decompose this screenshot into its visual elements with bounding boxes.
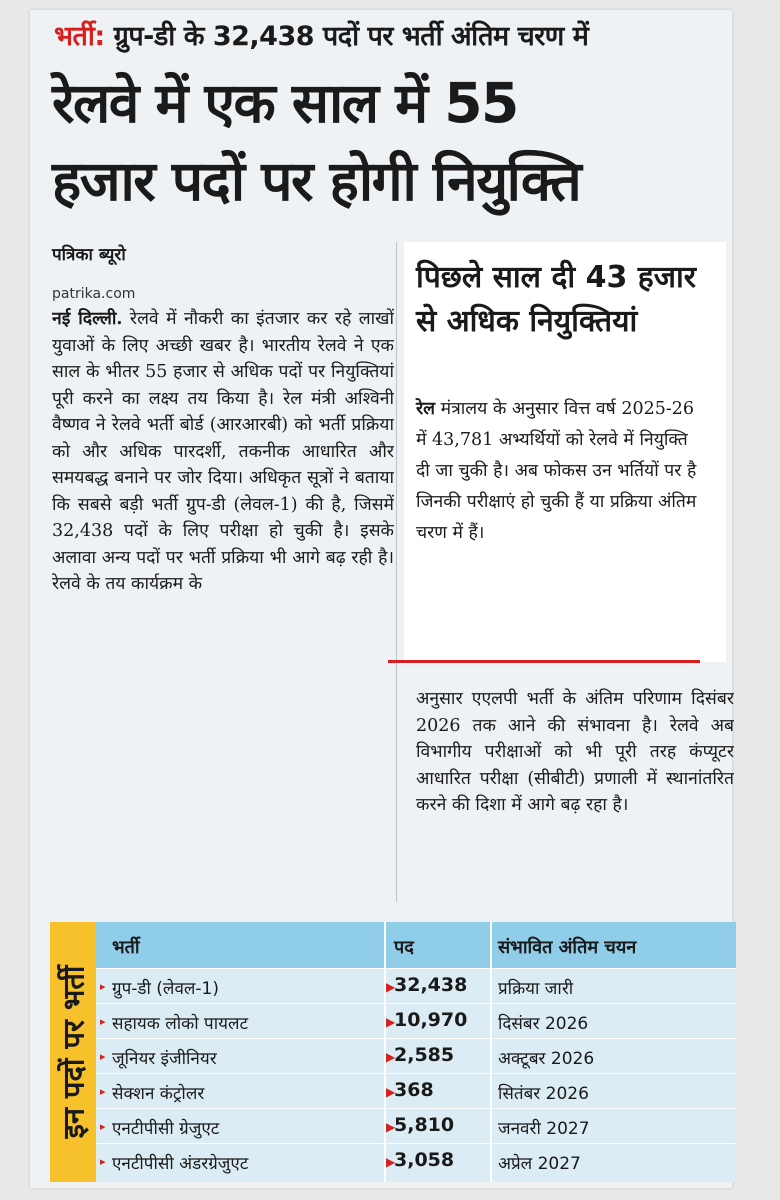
- row-selection: दिसंबर 2026: [498, 1014, 589, 1034]
- row-selection: अक्टूबर 2026: [498, 1049, 595, 1069]
- header-final-selection: संभावित अंतिम चयन: [498, 937, 637, 958]
- newspaper-clipping: [30, 10, 732, 1188]
- kicker-tag: भर्ती: [54, 21, 95, 52]
- row-posts: 32,438: [394, 974, 468, 996]
- row-posts: 10,970: [394, 1009, 468, 1031]
- article-left-text: रेलवे में नौकरी का इंतजार कर रहे लाखों युवाओं के लिए अच्छी खबर है। भारतीय रेलवे ने एक साल के भीतर 55 हजार से अधिक पदों पर नियुक्तियां पूरी करने का लक्ष्य तय किया है। रेल मंत्री अश्विनी वैष्णव ने रेलवे भर्ती बोर्ड (आरआरबी) को भर्ती प्रक्रिया को और अधिक पारदर्शी, तकनीक आधारित और समयबद्ध बनाने पर जोर दिया। अधिकृत सूत्रों ने बताया कि सबसे बड़ी भर्ती ग्रुप-डी (लेवल-1) की है, जिसमें 32,438 पदों के लिए परीक्षा हो चुकी है। इसके अलावा अन्य पदों पर भर्ती प्रक्रिया भी आगे बढ़ रही है। रेलवे के तय कार्यक्रम के: [52, 309, 394, 594]
- arrow-icon: ▶: [386, 1050, 396, 1064]
- sidebar-underline: [388, 660, 700, 663]
- table-row: [96, 1003, 736, 1039]
- header-posts: पद: [394, 937, 414, 958]
- dateline: नई दिल्ली.: [52, 309, 123, 329]
- byline: पत्रिका ब्यूरो: [52, 245, 126, 265]
- row-posts: 3,058: [394, 1149, 455, 1171]
- row-posts: 2,585: [394, 1044, 455, 1066]
- kicker-colon: :: [94, 21, 105, 52]
- row-posts: 5,810: [394, 1114, 455, 1136]
- table-row: [96, 1073, 736, 1109]
- row-name: एनटीपीसी ग्रेजुएट: [112, 1119, 220, 1139]
- bullet-icon: ▸: [100, 1120, 106, 1133]
- table-row: [96, 1038, 736, 1074]
- headline-line-1: रेलवे में एक साल में 55: [52, 71, 518, 135]
- table-side-label: [50, 922, 96, 1182]
- bullet-icon: ▸: [100, 1015, 106, 1028]
- table-row: [96, 1143, 736, 1179]
- row-selection: अप्रेल 2027: [498, 1154, 581, 1174]
- arrow-icon: ▶: [386, 1085, 396, 1099]
- column-divider: [396, 242, 397, 902]
- sidebar-box: [404, 242, 726, 662]
- sidebar-text: मंत्रालय के अनुसार वित्त वर्ष 2025-26 में 43,781 अभ्यर्थियों को रेलवे में नियुक्ति दी जा चुकी है। अब फोकस उन भर्तियों पर है जिनकी परीक्षाएं हो चुकी हैं या प्रक्रिया अंतिम चरण में हैं।: [416, 399, 697, 543]
- arrow-icon: ▶: [386, 980, 396, 994]
- row-name: सहायक लोको पायलट: [112, 1014, 249, 1034]
- article-column-right: [416, 686, 734, 898]
- table-row: [96, 968, 736, 1004]
- header-recruitment: भर्ती: [112, 937, 140, 958]
- headline: [52, 64, 732, 220]
- sidebar-lead: रेल: [416, 399, 436, 419]
- table-side-label-text: इन पदों पर भर्ती: [56, 965, 91, 1139]
- table-row: [96, 1108, 736, 1144]
- row-name: एनटीपीसी अंडरग्रेजुएट: [112, 1154, 249, 1174]
- row-name: सेक्शन कंट्रोलर: [112, 1084, 205, 1104]
- sidebar-body: [416, 394, 702, 549]
- recruitment-table: [96, 922, 736, 1182]
- sidebar-heading: पिछले साल दी 43 हजार से अधिक नियुक्तियां: [416, 260, 697, 339]
- bullet-icon: ▸: [100, 1085, 106, 1098]
- arrow-icon: ▶: [386, 1015, 396, 1029]
- row-posts: 368: [394, 1079, 434, 1101]
- article-column-left: [52, 306, 394, 906]
- row-selection: प्रक्रिया जारी: [498, 979, 574, 999]
- bullet-icon: ▸: [100, 1050, 106, 1063]
- row-name: ग्रुप-डी (लेवल-1): [112, 979, 219, 999]
- row-selection: सितंबर 2026: [498, 1084, 589, 1104]
- arrow-icon: ▶: [386, 1120, 396, 1134]
- source-site: patrika.com: [52, 286, 136, 302]
- bullet-icon: ▸: [100, 980, 106, 993]
- kicker-text: ग्रुप-डी के 32,438 पदों पर भर्ती अंतिम चरण में: [113, 21, 589, 52]
- table-header: [96, 922, 736, 968]
- row-selection: जनवरी 2027: [498, 1119, 590, 1139]
- row-name: जूनियर इंजीनियर: [112, 1049, 217, 1069]
- bullet-icon: ▸: [100, 1155, 106, 1168]
- headline-line-2: हजार पदों पर होगी नियुक्ति: [52, 149, 581, 213]
- article-right-text: अनुसार एएलपी भर्ती के अंतिम परिणाम दिसंबर 2026 तक आने की संभावना है। रेलवे अब विभागीय परीक्षाओं को भी पूरी तरह कंप्यूटर आधारित परीक्षा (सीबीटी) प्रणाली में स्थानांतरित करने की दिशा में आगे बढ़ रहा है।: [416, 689, 734, 815]
- kicker: [54, 16, 588, 53]
- arrow-icon: ▶: [386, 1155, 396, 1169]
